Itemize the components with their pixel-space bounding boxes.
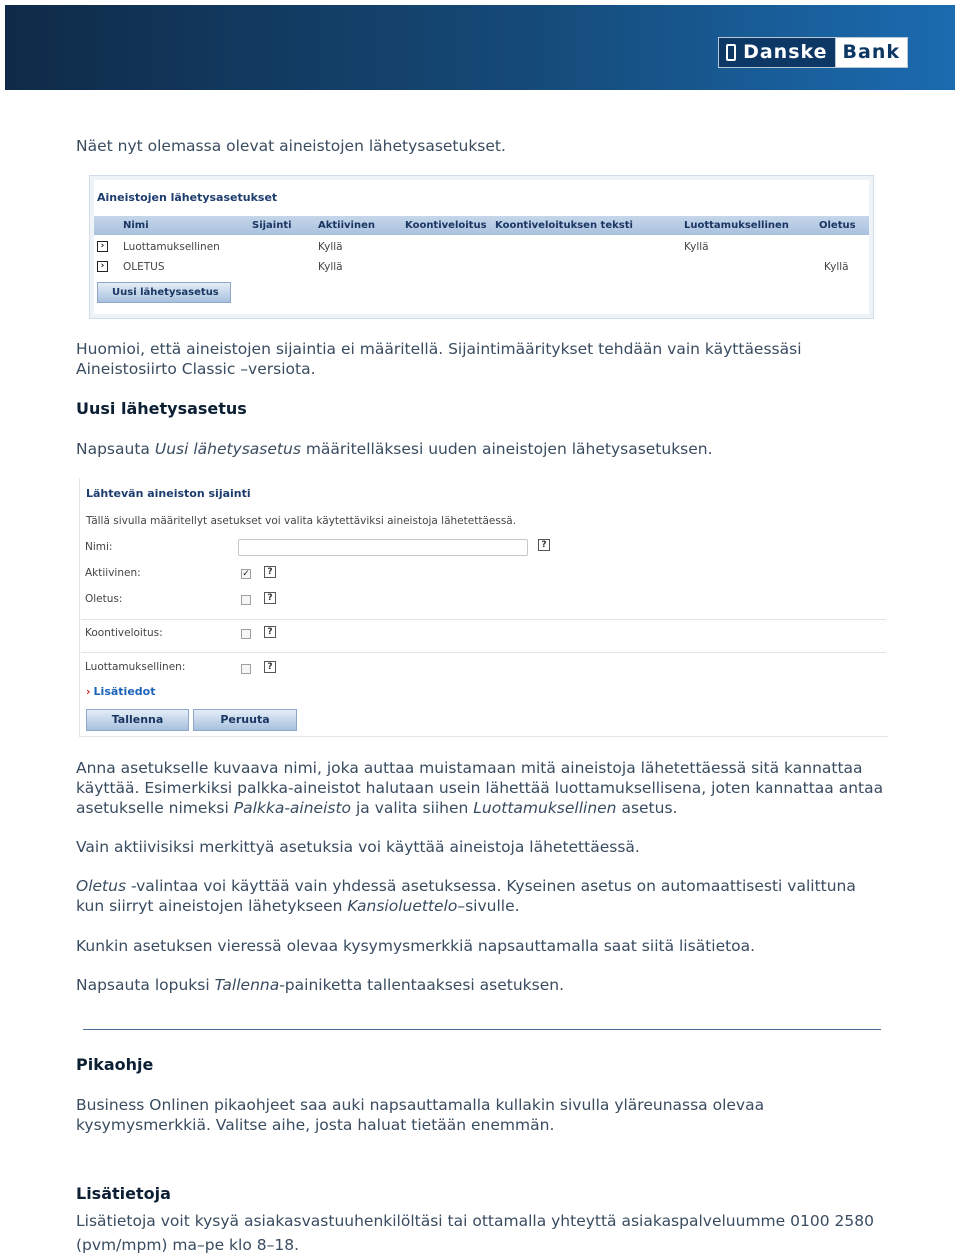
form-description: Tällä sivulla määritellyt asetukset voi valita käytettäviksi aineistoja lähetettäessä. (86, 515, 517, 527)
text-part: –sivulle. (457, 897, 520, 915)
section-heading-new-setting: Uusi lähetysasetus (76, 399, 247, 418)
col-koontiveloitus[interactable]: Koontiveloitus (405, 220, 487, 231)
pikaohje-text: Business Onlinen pikaohjeet saa auki napsauttamalla kullakin sivulla yläreunassa olevaa kysymysmerkkiä. Valitse aihe, josta haluat tietään enemmän. (76, 1096, 765, 1134)
col-aktiivinen[interactable]: Aktiivinen (318, 220, 375, 231)
danske-bank-logo (718, 37, 908, 68)
col-koontiveloituksen-teksti[interactable]: Koontiveloituksen teksti (495, 220, 633, 231)
col-nimi[interactable]: Nimi (123, 220, 149, 231)
table-title: Aineistojen lähetysasetukset (97, 191, 278, 204)
aktiivinen-checkbox[interactable]: ✓ (242, 569, 250, 579)
form-divider (81, 619, 886, 620)
help-icon[interactable]: ? (264, 626, 276, 638)
location-note: Huomioi, että aineistojen sijaintia ei määritellä. Sijaintimääritykset tehdään vain käyttäessäsi Aineistosiirto Classic –versiota. (76, 340, 802, 378)
intro-text: Näet nyt olemassa olevat aineistojen lähetysasetukset. (76, 137, 506, 155)
label-koontiveloitus: Koontiveloitus: (85, 627, 163, 639)
label-nimi: Nimi: (85, 541, 113, 553)
naming-instructions (76, 758, 886, 818)
more-info-link[interactable]: › Lisätiedot (86, 685, 155, 698)
cell-nimi: Luottamuksellinen (123, 241, 220, 253)
section-heading-lisatietoja: Lisätietoja (76, 1184, 171, 1203)
label-luottamuksellinen: Luottamuksellinen: (85, 661, 186, 673)
text-emphasis: Luottamuksellinen (473, 799, 617, 817)
cell-aktiivinen: Kyllä (318, 261, 343, 273)
new-setting-button[interactable]: Uusi lähetysasetus (97, 282, 231, 303)
text-part: asetus. (616, 799, 678, 817)
col-oletus[interactable]: Oletus (819, 220, 856, 231)
table-row[interactable] (94, 238, 869, 257)
col-sijainti[interactable]: Sijainti (252, 220, 292, 231)
expand-row-icon[interactable]: › (97, 261, 108, 272)
cell-aktiivinen: Kyllä (318, 241, 343, 253)
cancel-button[interactable]: Peruuta (193, 709, 297, 731)
default-note (76, 876, 886, 916)
text-emphasis: Palkka-aineisto (233, 799, 352, 817)
text-emphasis: Oletus (76, 877, 127, 895)
name-input[interactable] (238, 539, 528, 556)
label-oletus: Oletus: (85, 593, 123, 605)
text-emphasis: Kansioluettelo (347, 897, 458, 915)
active-note: Vain aktiivisiksi merkittyä asetuksia voi käyttää aineistoja lähetettäessä. (76, 838, 640, 856)
text-part: -painiketta tallentaaksesi asetuksen. (279, 976, 564, 994)
expand-row-icon[interactable]: › (97, 241, 108, 252)
cell-nimi: OLETUS (123, 261, 165, 273)
cell-oletus: Kyllä (824, 261, 849, 273)
text-part: ja valita siihen (351, 799, 474, 817)
save-button[interactable]: Tallenna (86, 709, 189, 731)
luottamuksellinen-checkbox[interactable] (241, 664, 251, 674)
help-icon[interactable]: ? (538, 539, 550, 551)
koontiveloitus-checkbox[interactable] (241, 629, 251, 639)
help-icon[interactable]: ? (264, 592, 276, 604)
save-instructions (76, 975, 886, 995)
cell-luottamuksellinen: Kyllä (684, 241, 709, 253)
new-setting-instructions (76, 439, 886, 459)
section-divider (83, 1029, 881, 1030)
lisatietoja-text: Lisätietoja voit kysyä asiakasvastuuhenkilöltäsi tai ottamalla yhteyttä asiakaspalveluumme 0100 2580 (pvm/mpm) ma–pe klo 8–18. (76, 1212, 874, 1254)
text-part: Napsauta lopuksi (76, 976, 215, 994)
logo-bank: Bank (835, 38, 907, 67)
help-icon[interactable]: ? (264, 661, 276, 673)
label-aktiivinen: Aktiivinen: (85, 567, 141, 579)
help-note: Kunkin asetuksen vieressä olevaa kysymysmerkkiä napsauttamalla saat siitä lisätietoa. (76, 937, 756, 955)
new-setting-form-screenshot (79, 478, 888, 737)
section-heading-pikaohje: Pikaohje (76, 1055, 154, 1074)
settings-table-screenshot (89, 175, 874, 319)
form-divider (81, 652, 886, 653)
form-title: Lähtevän aineiston sijainti (86, 487, 251, 500)
table-header (94, 216, 869, 235)
text-part: Napsauta (76, 440, 155, 458)
text-part: -valintaa voi käyttää vain yhdessä asetuksessa. Kyseinen asetus on automaattisesti valittuna kun siirryt aineistojen lähetykseen (76, 877, 856, 915)
table-row[interactable] (94, 258, 869, 277)
col-luottamuksellinen[interactable]: Luottamuksellinen (684, 220, 789, 231)
oletus-checkbox[interactable] (241, 595, 251, 605)
help-icon[interactable]: ? (264, 566, 276, 578)
text-emphasis: Tallenna (214, 976, 280, 994)
text-emphasis: Uusi lähetysasetus (154, 440, 301, 458)
logo-danske: Danske (719, 38, 834, 67)
text-part: Anna asetukselle kuvaava nimi, joka auttaa muistamaan mitä aineistoja lähetettäessä sitä kannattaa käyttää. Esimerkiksi palkka-aineistot halutaan usein lähettää luottamuksellisena, joten kannattaa antaa asetukselle nimeksi (76, 759, 884, 817)
header-banner (5, 5, 955, 90)
text-part: määritelläksesi uuden aineistojen lähetysasetuksen. (300, 440, 713, 458)
